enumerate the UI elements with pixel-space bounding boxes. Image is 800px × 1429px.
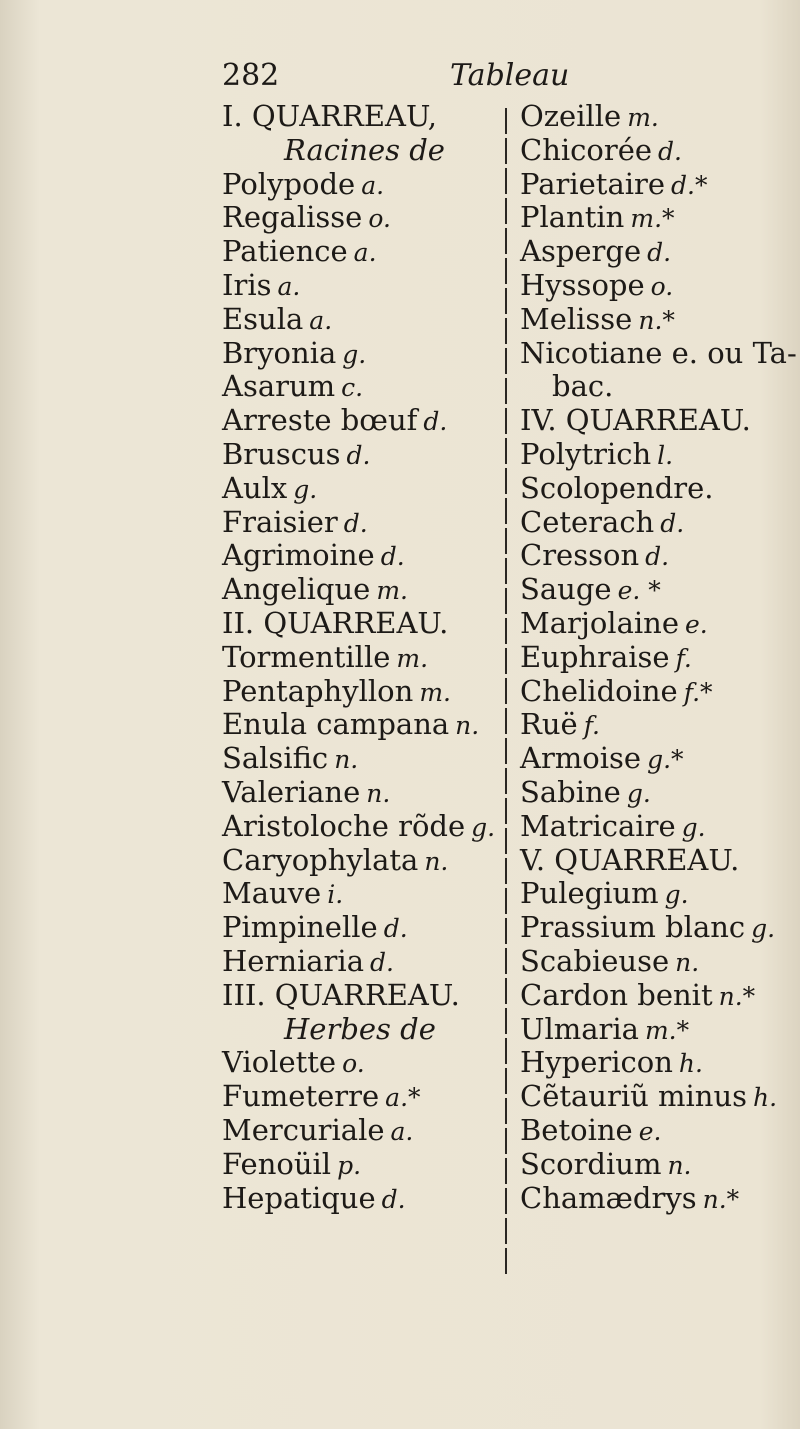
entry-name: Cresson	[520, 538, 640, 573]
entry-mark: d.	[660, 508, 685, 538]
list-item	[222, 573, 502, 607]
entry-name: Prassium blanc	[520, 910, 746, 945]
entry-name: Iris	[222, 267, 272, 302]
entry-mark: o.	[368, 204, 391, 234]
entry-mark: d.*	[671, 170, 708, 200]
list-item	[222, 1182, 502, 1216]
entry-name: V. QUARREAU.	[520, 842, 740, 877]
list-item	[222, 201, 502, 235]
list-item	[222, 877, 502, 911]
list-item	[520, 979, 792, 1013]
list-item	[222, 945, 502, 979]
list-item	[520, 844, 792, 878]
entry-mark: d.	[647, 238, 672, 268]
entry-name: Sauge	[520, 572, 612, 607]
entry-mark: n.	[455, 711, 480, 741]
entry-mark: a.	[390, 1116, 414, 1146]
list-item	[520, 776, 792, 810]
entry-name: Arreste bœuf	[222, 403, 418, 438]
entry-name: Scabieuse	[520, 943, 670, 978]
entry-mark: h.	[753, 1083, 778, 1113]
entry-name: Hyssope	[520, 267, 645, 302]
entry-name: Euphraise	[520, 639, 670, 674]
list-item	[520, 404, 792, 438]
list-item	[520, 335, 797, 371]
entry-mark: o.	[650, 271, 674, 301]
list-item	[520, 742, 792, 776]
list-item	[222, 708, 502, 742]
entry-name: Agrimoine	[222, 538, 375, 573]
entry-mark: o.	[342, 1049, 365, 1079]
entry-name: Angelique	[222, 572, 371, 607]
entry-name: Bruscus	[222, 436, 341, 471]
entry-name: Pulegium	[520, 876, 659, 911]
list-item	[222, 539, 502, 573]
entry-name: Parietaire	[520, 166, 666, 201]
entry-name: Aristoloche rõde	[222, 808, 466, 843]
entry-mark: n.	[675, 947, 700, 977]
entry-name: Mauve	[222, 876, 322, 911]
entry-mark: d.	[645, 542, 670, 572]
entry-name: Herbes de	[284, 1011, 436, 1046]
list-item	[222, 235, 502, 269]
entry-name: Racines de	[284, 132, 445, 167]
entry-name: Asperge	[520, 234, 642, 269]
entry-mark: n.*	[702, 1184, 740, 1214]
entry-name: Melisse	[520, 301, 633, 336]
list-item	[520, 945, 792, 979]
list-item	[520, 472, 792, 506]
entry-name: Mercuriale	[222, 1112, 385, 1147]
list-item	[520, 1182, 792, 1216]
list-item	[520, 438, 792, 472]
entry-mark: e.	[684, 609, 708, 639]
list-item	[520, 1080, 792, 1114]
entry-name: Ulmaria	[520, 1011, 639, 1046]
entry-name: Plantin	[520, 200, 625, 235]
entry-mark: m.	[376, 576, 408, 606]
list-item	[222, 810, 502, 844]
list-item	[222, 404, 502, 438]
entry-name: Chelidoine	[520, 673, 678, 708]
entry-name: Tormentille	[222, 639, 391, 674]
entry-name: Violette	[222, 1045, 337, 1080]
entry-mark: g.	[293, 474, 318, 504]
entry-name: Chamædrys	[520, 1180, 697, 1215]
list-item	[222, 844, 502, 878]
page-header	[222, 58, 742, 98]
entry-name: Enula campana	[222, 707, 450, 742]
entry-name: Chicorée	[520, 132, 653, 167]
entry-name: Asarum	[222, 369, 336, 404]
list-item	[222, 1148, 502, 1182]
list-item	[222, 979, 502, 1013]
entry-mark: n.	[366, 778, 391, 808]
list-item	[222, 337, 502, 371]
entry-mark: l.	[657, 440, 674, 470]
entry-name: Cardon benit	[520, 977, 713, 1012]
entry-mark: m.	[396, 643, 429, 673]
list-item	[222, 607, 502, 641]
entry-name: I. QUARREAU,	[222, 99, 437, 133]
list-item	[520, 641, 792, 675]
list-item	[222, 1080, 502, 1114]
entry-mark: i.	[327, 880, 344, 910]
entry-name: Fumeterre	[222, 1079, 380, 1114]
list-item	[520, 877, 792, 911]
entry-name: Ceterach	[520, 504, 655, 539]
list-item	[520, 911, 792, 945]
list-item	[520, 370, 792, 404]
entry-name: III. QUARREAU.	[222, 977, 460, 1012]
entry-mark: a.	[277, 271, 301, 301]
entry-name: Pimpinelle	[222, 910, 378, 945]
list-item	[520, 573, 792, 607]
entry-mark: g.	[626, 778, 651, 808]
entry-name: Fenoüil	[222, 1146, 332, 1181]
entry-mark: f.*	[683, 677, 713, 707]
entry-mark: c.	[341, 373, 364, 403]
list-item	[222, 269, 502, 303]
entry-mark: a.	[361, 170, 385, 200]
list-item	[222, 303, 502, 337]
entry-name: Aulx	[222, 470, 288, 505]
list-item	[520, 675, 792, 709]
entry-mark: n.*	[638, 305, 675, 335]
entry-mark: p.	[337, 1150, 362, 1180]
list-item	[520, 168, 792, 202]
entry-name: Ruë	[520, 707, 578, 742]
list-item	[520, 1013, 792, 1047]
left-column	[222, 100, 502, 1215]
entry-mark: d.	[346, 440, 371, 470]
entry-name: Polypode	[222, 166, 356, 201]
entry-name: Ozeille	[520, 99, 622, 133]
entry-name: Betoine	[520, 1112, 633, 1147]
entry-mark: m.*	[630, 204, 675, 234]
entry-mark: g.	[664, 880, 689, 910]
list-item	[520, 810, 792, 844]
entry-name: Polytrich	[520, 436, 652, 471]
entry-mark: d.	[383, 914, 408, 944]
entry-mark: g.*	[647, 745, 684, 775]
entry-mark: d.	[381, 1184, 406, 1214]
list-item	[520, 201, 792, 235]
list-item	[222, 168, 502, 202]
list-item	[520, 506, 792, 540]
entry-name: Regalisse	[222, 200, 363, 235]
entry-name: Scordium	[520, 1146, 662, 1181]
list-item	[222, 134, 502, 168]
entry-mark: d.	[343, 508, 368, 538]
entry-mark: m.	[627, 103, 659, 132]
entry-mark: a.	[353, 238, 377, 268]
list-item	[222, 911, 502, 945]
list-item	[520, 100, 792, 134]
entry-name: Patience	[222, 234, 348, 269]
list-item	[222, 1046, 502, 1080]
entry-name: IV. QUARREAU.	[520, 403, 751, 438]
entry-name: Caryophylata	[222, 842, 419, 877]
entry-name: Scolopendre.	[520, 470, 714, 505]
entry-mark: d.	[380, 542, 405, 572]
entry-name: Sabine	[520, 774, 621, 809]
entry-name: Matricaire	[520, 808, 676, 843]
list-item	[222, 1013, 502, 1047]
list-item	[520, 134, 792, 168]
list-item	[222, 776, 502, 810]
list-item	[222, 641, 502, 675]
entry-name: Hepatique	[222, 1180, 376, 1215]
list-item	[222, 1114, 502, 1148]
entry-name: Valeriane	[222, 774, 361, 809]
entry-mark: f.	[583, 711, 600, 741]
entry-name: Esula	[222, 301, 304, 336]
right-column	[520, 99, 797, 1215]
entry-mark: g.	[751, 914, 776, 944]
entry-name: Salsific	[222, 741, 329, 776]
list-item	[520, 607, 792, 641]
list-item	[520, 303, 792, 337]
list-item	[520, 539, 792, 573]
list-item	[222, 506, 502, 540]
list-item	[222, 472, 502, 506]
entry-name: Fraisier	[222, 504, 338, 539]
entry-mark: d.	[658, 136, 682, 166]
list-item	[520, 1148, 792, 1182]
entry-name: Nicotiane e. ou Ta-	[520, 335, 797, 370]
list-item	[222, 675, 502, 709]
entry-mark: n.	[424, 846, 449, 876]
entry-mark: e.	[638, 1116, 662, 1146]
entry-mark: g.	[342, 339, 367, 369]
entry-name: Cẽtauriũ minus	[520, 1079, 748, 1114]
list-item	[222, 742, 502, 776]
entry-name: Bryonia	[222, 335, 337, 370]
list-item	[222, 100, 502, 134]
entry-name: Armoise	[520, 741, 642, 776]
entry-name: Herniaria	[222, 943, 364, 978]
entry-mark: a.	[309, 305, 333, 335]
list-item	[520, 1046, 792, 1080]
entry-mark: a.*	[385, 1083, 421, 1113]
entry-name: bac.	[552, 369, 614, 404]
list-item	[222, 370, 502, 404]
entry-name: II. QUARREAU.	[222, 605, 449, 640]
entry-name: Pentaphyllon	[222, 673, 414, 708]
entry-mark: m.	[419, 677, 451, 707]
list-item	[520, 235, 792, 269]
entry-mark: m.*	[644, 1015, 690, 1045]
entry-mark: n.	[667, 1150, 692, 1180]
entry-mark: g.	[471, 812, 496, 842]
entry-mark: f.	[675, 643, 692, 673]
entry-mark: e. *	[617, 576, 661, 606]
entry-mark: d.	[369, 947, 394, 977]
list-item	[222, 438, 502, 472]
entry-mark: h.	[678, 1049, 703, 1079]
column-divider	[505, 108, 507, 1278]
entry-mark: n.	[334, 745, 359, 775]
entry-name: Hypericon	[520, 1045, 673, 1080]
entry-mark: g.	[681, 812, 706, 842]
list-item	[520, 708, 792, 742]
page-number: 282	[222, 58, 280, 93]
running-title: Tableau	[450, 58, 570, 93]
list-item	[520, 1114, 792, 1148]
list-item	[520, 269, 792, 303]
entry-name: Marjolaine	[520, 605, 679, 640]
entry-mark: n.*	[718, 981, 756, 1011]
entry-mark: d.	[423, 407, 448, 437]
